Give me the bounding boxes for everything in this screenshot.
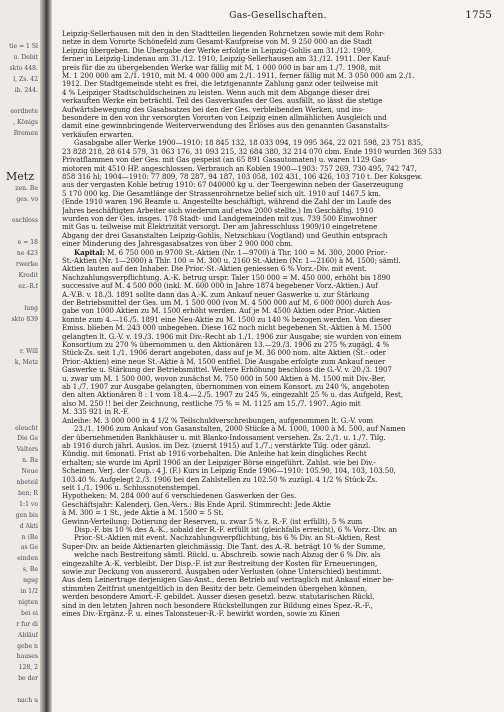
text-line: Stück-Zs. seit 1./1. 1906 derart angeboten, dass auf je M. 36 000 nom. alte Aktien (St.- oder: [62, 349, 386, 358]
previous-page-fragment: n (Be: [21, 533, 38, 541]
text-line: preis für die zu übergebenden Werke war fällig mit M. 1 000 000 in bar am 1./7. 1908, mit: [62, 63, 381, 72]
text-line: 23./1. 1906 zum Ankauf von Gasanstalten, 2000 Stücke à M. 1000, 1000 à M. 500, auf Namen: [74, 425, 406, 434]
text-line: Kapital: M. 6 750 000 in 9700 St.-Aktien (Nr. 1—9700) à Thr. 100 = M. 300, 2000 Prior.-: [74, 248, 388, 257]
text-line: erhalten; sie wurde im April 1906 an der Leipziger Börse eingeführt. Zahlst. wie bei Div.-: [62, 458, 376, 467]
text-line: den alten Aktionären 8 : 1 vom 18.4.—2./5. 1907 zu 245 %, eingezahlt 25 % u. das Aufgeld, Rest,: [62, 391, 403, 400]
text-line: ab 1./7. 1907 zur Ausgabe gelangten, übernommen von einem Konsort. zu 240 %, angeboten: [62, 383, 390, 392]
text-line: Emiss. blieben M. 243 000 unbegeben. Diese 162 noch nicht begebenen St.-Aktien à M. 1500: [62, 324, 392, 333]
text-line: A.-V.B. v. 18./3. 1891 sollte dann das A.-K. zum Ankauf neuer Gaswerke u. zur Stärkung: [62, 290, 370, 299]
text-line: M. 335 921 in R.-F.: [62, 408, 129, 417]
previous-page-fragment: ib. 244.: [14, 86, 38, 94]
text-line: verkauften Werke ein beträchtl. Teil des Gasverkaufes der Ges. ausfällt, so lässt die stetige: [62, 97, 383, 106]
text-line: (Ende 1910 waren 196 Beamte u. Angestellte beschäftigt, während die Zahl der im Laufe des: [62, 198, 392, 207]
text-line: Aus dem Leinertrage derjenigen Gas-Anst., deren Betrieb auf vertraglich mit Ankauf einer be-: [62, 576, 394, 585]
header-title: Gas-Gesellschaften.: [229, 10, 327, 21]
text-line: Hypotheken: M. 284 000 auf 6 verschiedenen Gaswerken der Ges.: [62, 492, 297, 501]
previous-page-fragment: eschloss: [12, 217, 38, 225]
previous-page-fragment: ne 423: [16, 250, 38, 258]
text-line: werden besondere Amort.-F. gebildet. Ausser diesen gesetzl. bezw. statutarischen Rückl.: [62, 593, 375, 602]
previous-page-fragment: skto 448.: [9, 64, 38, 72]
text-line: Disp.-F. bis 10 % des A.-K., sobald der R.-F. erfüllt ist (gleichfalls erreicht), 6 % Vorz.-Div. an: [74, 525, 398, 534]
text-line: ab 1916 durch jährl. Auslos. im Dez. (zuerst 1915) auf 1./7.; verstärkte Tilg. oder gänzl.: [62, 441, 371, 450]
previous-page-fragment: Abläuf: [17, 631, 38, 639]
previous-page-fragment: be der: [18, 675, 38, 683]
text-line: welche nach Bestreitung sämtl. Rückl. u. Abschreib. sowie nach Abzug der 6 % Div. als: [74, 551, 381, 560]
text-line: u. zwar um M. 1 500 000, wovon zunächst M. 750 000 in 500 Aktien à M. 1500 mit Div.-Ber.: [62, 374, 386, 383]
previous-page-side-word: Metz: [6, 170, 34, 183]
text-line: damit eine gewinnbringende Weiterverwendung des Erlöses aus den genannten Gasanstalts-: [62, 122, 390, 131]
text-line: besondere in den von ihr versorgten Vororten von Leipzig einen allmählichen Ausgleich und: [62, 114, 387, 123]
text-line: stimmten Zeitfrist unentgeltlich in den Besitz der betr. Gemeinden übergehen können,: [62, 584, 368, 593]
previous-page-fragment: ngsg: [23, 577, 38, 585]
previous-page-fragment: bei ei: [21, 609, 38, 617]
text-line: also M. 250 !! bei der Zeichnung, restliche 75 % = M. 1125 am 15./7. 1907. Agio mit: [62, 399, 361, 408]
previous-page-fragment: Die Ge: [17, 435, 38, 443]
previous-page-fragment: l, Zs. 42: [13, 75, 38, 83]
previous-page-fragment: zen. Be: [15, 184, 38, 192]
text-line: à M. 300 = 1 St., jede Aktie à M. 1500 = 5 St.: [62, 509, 224, 518]
text-line: 103.40 %. Aufgelegt 2./3. 1906 bei den Zahlstellen zu 102.50 % zuzügl. 4 1/2 % Stück-Zs.: [62, 475, 378, 484]
previous-page-fragment: skto 839: [11, 315, 38, 323]
text-line: Prior.-St.-Aktien mit event. Nachzahlungsverpflichtung, bis 6 % Div. an St.-Aktien, Rest: [74, 534, 381, 543]
text-line: aus der vergasten Kohle betrug 1910: 67 040000 kg u. der Teergewinn neben der Gaserzeugung: [62, 181, 404, 190]
page-number: 1755: [465, 9, 492, 21]
text-line: wurden von der Ges. insges. 178 Stadt- und Landgemeinden mit zus. 739 500 Einwohner: [62, 214, 377, 223]
text-line: 4 % Leipziger Stadtschuldscheinen zu leisten. Wenn auch mit dem Abgange dieser drei: [62, 88, 370, 97]
text-line: Gaswerke u. Stärkung der Betriebsmittel. Weitere Erhöhung beschloss die G.-V. v. 20./3. 1907: [62, 366, 392, 375]
text-line: ferner in Leipzig-Lindenau am 31./12. 1910, Leipzig-Sellerhausen am 31./12. 1911. Der Kauf-: [62, 55, 391, 64]
text-line: motoren mit 4510 HP. angeschlossen. Verbrauch an Koblen 1900—1903: 757 269, 730 495, 742 747,: [62, 164, 417, 173]
text-line: Leipzig-Sellerhausen mit den in den Stadtteilen liegenden Rohrnetzen sowie mit dem Rohr-: [62, 30, 385, 38]
text-line: Geschäftsjahr: Kalenderj. Gen.-Vers.: Bis Ende April. Stimmrecht: Jede Aktie: [62, 500, 331, 509]
previous-page-fragment: nigten: [18, 598, 38, 606]
text-line: Gasabgabe aller Werke 1900—1910: 18 845 132, 18 033 094, 19 095 364, 22 021 598, 23 751 835,: [74, 139, 424, 148]
previous-page-edge: [0, 0, 40, 712]
previous-page-fragment: r. Will: [19, 348, 38, 356]
text-line: Scheinen. Verj. der Coup.: 4 J. (F.) Kurs in Leipzig Ende 1906—1910: 105.90, 104, 103, 103.50,: [62, 467, 396, 476]
section-heading: Kapital:: [74, 248, 105, 257]
previous-page-fragment: k, Metz: [14, 359, 38, 367]
previous-page-fragment: nbeteil: [16, 479, 38, 486]
previous-page-fragment: n. Ba: [22, 457, 38, 465]
text-line: Konsortium zu 270 % übernommen u. den Aktionären 13.—29./3. 1906 zu 275 % zugägl. 4 %: [62, 341, 390, 350]
text-line: Aktien lauten auf den Inhaber. Die Prior.-St.-Aktien geniessen 6 % Vorz.-Div. mit event.: [62, 265, 367, 274]
text-line: Super-Div. an beide Aktienarten gleichmässig. Die Tant. des A.-R. beträgt 10 % der Summe,: [62, 542, 386, 551]
previous-page-fragment: einden: [17, 555, 38, 563]
text-line: 23 828 218, 28 614 579, 31 063 176, 31 093 215, 32 684 380, 32 214 070 cbm. Ende 1910 wurden 369 533: [62, 147, 442, 156]
previous-page-fragment: eleucht: [15, 424, 38, 432]
text-line: 1912. Der Stadtgemeinde steht es frei, die letztgenannte Zahlung ganz oder teilweise mit: [62, 80, 379, 89]
running-header: [52, 10, 504, 26]
previous-page-fragment: as Ge: [20, 544, 38, 552]
text-line: Aufwärtsbewegung des Gasabsatzes bei den der Ges. verbleibenden Werken, und ins-: [62, 105, 365, 114]
previous-page-fragment: eordnete: [10, 108, 38, 116]
previous-page-fragment: rwerke: [16, 261, 38, 268]
text-line: Privatflammen von der Ges. mit Gas gespeist (an 65 891 Gasautomaten) u. waren 1129 Gas-: [62, 156, 388, 165]
text-line: Anleihe: M. 3 000 000 in 4 1/2 % Teilschuldverschreibungen, aufgenommen lt. G.-V. vom: [62, 416, 373, 425]
previous-page-fragment: e = 18: [17, 239, 38, 247]
previous-page-fragment: s, Be: [22, 566, 38, 574]
previous-page-fragment: Neue: [21, 468, 38, 476]
text-line: Prior.-Aktien) eine neue St.-Aktie à M. 1500 entfiel. Die Ausgabe erfolgte zum Ankauf neuer: [62, 357, 386, 366]
previous-page-fragment: Bremen: [13, 130, 38, 138]
text-line: 858 316 hl; 1904—1910: 77 809, 78 287, 94 187, 103 058, 102 431, 106 426, 103 710 t. Der Koksgew.: [62, 172, 423, 181]
text-line: Jahres beschäftigten Arbeiter sich wiederum auf etwa 2000 stellte.) Im Geschäftsj. 1910: [62, 206, 374, 215]
text-line: 5 170 000 kg. Die Gesamtlänge der Strassenrohrnetze belief sich ult. 1910 auf 1467.5 km.: [62, 189, 381, 198]
previous-page-fragment: tie = 1 Sl: [9, 43, 38, 50]
text-line: konnte zum 4.—16./5. 1891 eine Neu-Aktie zu M. 1500 zu 140 % bezogen werden. Von dieser: [62, 315, 392, 324]
text-line: successive auf M. 4 500 000 (inkl. M. 600 000 in Jahre 1874 begebener Vorz.-Aktien.) Auf: [62, 282, 378, 291]
text-line: sind in den letzten Jahren noch besondere Rückstellungen zur Bildung eines Spez.-R.-F.,: [62, 601, 373, 610]
previous-page-fragment: , Königs: [13, 119, 38, 127]
page: [52, 0, 504, 712]
text-line: St.-Aktien (Nr. 1—2000) à Thlr. 100 = M. 300 u. 2160 St.-Aktien (Nr. 1—2160) à M. 1500; sämtl.: [62, 256, 401, 265]
page-body: [62, 30, 492, 618]
text-line: Kündig. mit 6monatl. Frist ab 1916 vorbehalten. Die Anleihe hat kein dingliches Recht: [62, 450, 367, 459]
previous-page-fragment: ges. vo: [16, 195, 38, 203]
previous-page-fragment: gebe n: [17, 642, 38, 650]
previous-page-fragment: gen bis: [15, 511, 38, 519]
previous-page-fragment: d Akti: [19, 522, 38, 530]
previous-page-fragment: nach u: [17, 697, 38, 704]
text-line: seit 1./1. 1906 u. Schlussnotenstempel.: [62, 483, 201, 492]
text-line: netze in dem Vororte Schönefeld zum Gesamt-Kaufpreise von M. 9 250 000 an die Stadt: [62, 38, 373, 47]
text-line: mit Gas u. teilweise mit Elektrizität versorgt. Der am Jahresschluss 1909/10 eingetretene: [62, 223, 378, 232]
previous-page-fragment: in 1/2: [20, 588, 38, 595]
text-line: M. 1 200 000 am 2./1. 1910, mit M. 4 000 000 am 2./1. 1911, ferner fällig mit M. 3 050 000 am 2./1.: [62, 72, 415, 81]
text-line: Leipzig übergeben. Die Übergabe der Werke erfolgte in Leipzig-Gohlis am 31./12. 1909,: [62, 46, 373, 55]
text-line: der übernehmenden Bankhäuser u. mit Blanko-Indossament versehen. Zs. 2./1. u. 1./7. Tilg.: [62, 433, 386, 442]
previous-page-fragment: lung: [24, 304, 38, 312]
previous-page-fragment: ez.-R.f: [18, 282, 38, 290]
text-line: verkäufen erwarten.: [62, 130, 134, 139]
text-line: gelangten lt. G.-V. v. 19./3. 1906 mit Div.-Recht ab 1./1. 1906 zur Ausgabe; sie wurden von einem: [62, 332, 402, 341]
text-line: eines Div.-Ergänz.-F. u. eines Talonsteuer-R.-F. bewirkt worden, sowie zu Kinen: [62, 610, 340, 619]
text-line: Gewinn-Verteilung: Dotierung der Reserven, u. zwar 5 % z. R.-F. (ist erfüllt), 5 % zum: [62, 517, 363, 526]
previous-page-fragment: hen; R: [17, 489, 38, 497]
text-line: eingezahlte A.-K. verbleibt. Der Disp.-F. ist zur Bestreitung der Kosten für Erneuerungen,: [62, 559, 378, 568]
text-line: der Betriebsmittel der Ges. um M. 1 500 000 (von M. 4 500 000 auf M. 6 000 000) durch Aus-: [62, 299, 393, 307]
book-spine: [40, 0, 52, 712]
previous-page-fragment: 1:1 vo: [19, 500, 38, 508]
previous-page-fragment: r fur di: [16, 620, 38, 628]
text-line: einer Minderung des Jahresgasabsatzes von über 2 900 000 cbm.: [62, 240, 293, 249]
text-line: sowie zur Deckung von ausserord. Ausgaben oder Verlusten (ohne Unterschied) bestimmt.: [62, 568, 382, 576]
text-line: Nachzahlungsverpflichtung. A.-K. betrug urspr. Taler 150 000 = M. 450 000, erhöht bis 1890: [62, 273, 391, 282]
previous-page-fragment: 128, 2: [18, 664, 38, 672]
text-line: gabe von 1000 Aktien zu M. 1500 erhöht werden. Auf je M. 4500 Aktien oder Prior.-Aktien: [62, 307, 381, 316]
previous-page-fragment: Valters: [16, 446, 38, 454]
previous-page-fragment: Kredit: [18, 271, 38, 279]
previous-page-fragment: u. Debit: [13, 53, 38, 61]
previous-page-fragment: hauses: [16, 653, 38, 661]
text-line: Abgang der drei Gasanstalten Leipzig-Gohlis, Netzschkau (Vogtland) und Geuthin entsprach: [62, 231, 388, 240]
